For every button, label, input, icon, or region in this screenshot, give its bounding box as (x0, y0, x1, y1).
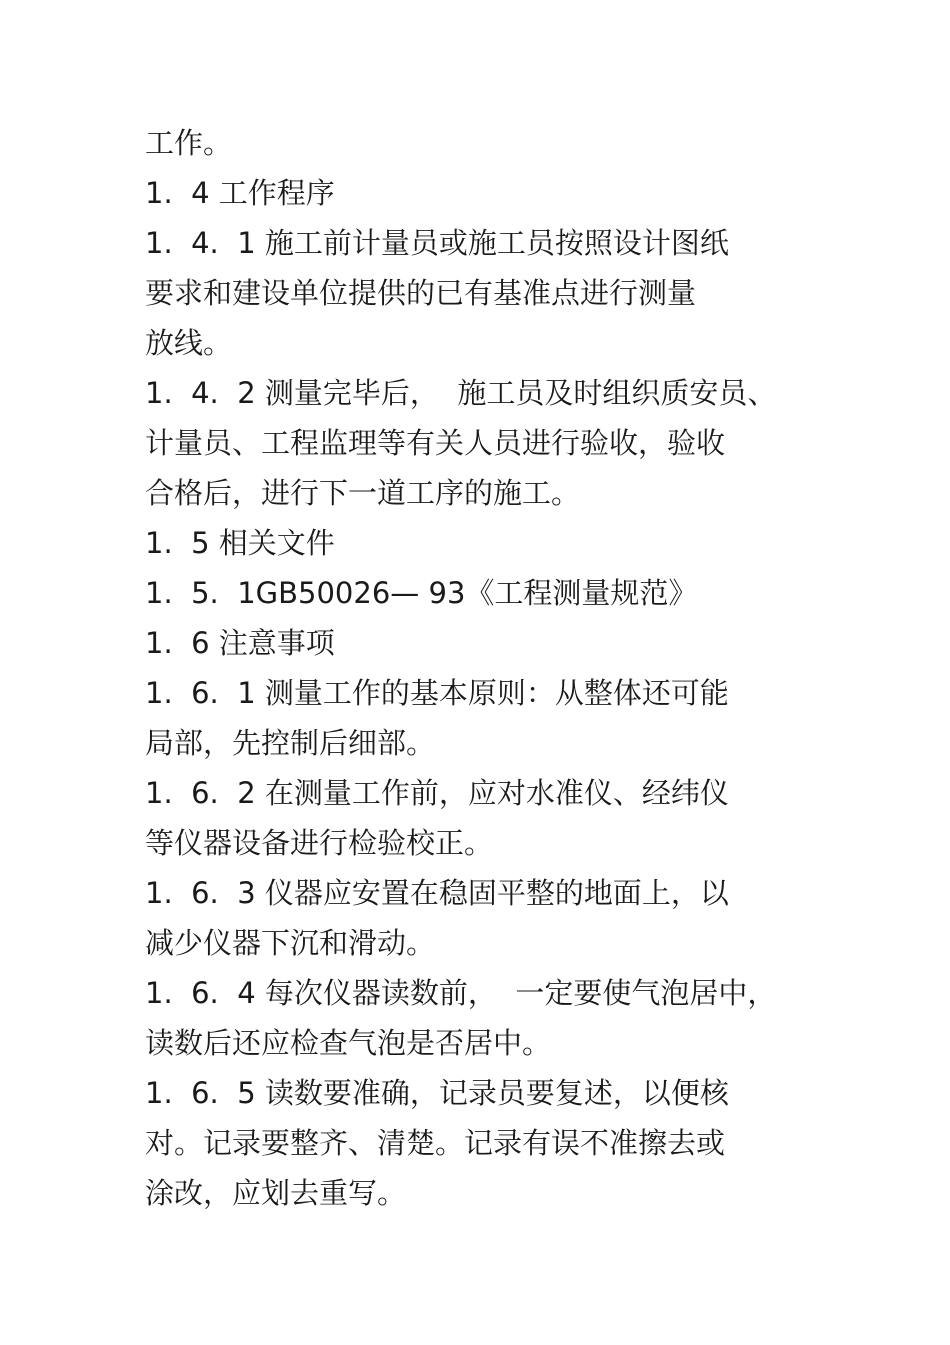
text-line: 涂改，应划去重写。 (145, 1176, 407, 1210)
text-line: 读数后还应检查气泡是否居中。 (145, 1026, 552, 1060)
text-line: 1. 6. 3 仪器应安置在稳固平整的地面上，以 (145, 876, 729, 910)
text-line: 1. 6. 4 每次仪器读数前， 一定要使气泡居中， (145, 976, 777, 1010)
section-heading-1-4: 1. 4 工作程序 (145, 176, 335, 210)
text-line: 要求和建设单位提供的已有基准点进行测量 (145, 276, 697, 310)
text-line: 合格后，进行下一道工序的施工。 (145, 476, 581, 510)
text-line: 减少仪器下沉和滑动。 (145, 926, 436, 960)
text-line: 放线。 (145, 326, 233, 360)
document-body (145, 118, 805, 1218)
section-heading-1-5: 1. 5 相关文件 (145, 526, 335, 560)
text-line: 计量员、工程监理等有关人员进行验收，验收 (145, 426, 726, 460)
text-line: 工作。 (145, 126, 233, 160)
text-line: 1. 4. 2 测量完毕后， 施工员及时组织质安员、 (145, 376, 777, 410)
text-line: 1. 6. 1 测量工作的基本原则：从整体还可能 (145, 676, 729, 710)
text-line: 1. 6. 5 读数要准确，记录员要复述，以便核 (145, 1076, 729, 1110)
text-line: 1. 4. 1 施工前计量员或施工员按照设计图纸 (145, 226, 729, 260)
text-line: 对。记录要整齐、清楚。记录有误不准擦去或 (145, 1126, 726, 1160)
text-line: 等仪器设备进行检验校正。 (145, 826, 494, 860)
text-line: 局部，先控制后细部。 (145, 726, 436, 760)
text-line: 1. 5. 1GB50026— 93《工程测量规范》 (145, 576, 698, 610)
section-heading-1-6: 1. 6 注意事项 (145, 626, 335, 660)
text-line: 1. 6. 2 在测量工作前，应对水准仪、经纬仪 (145, 776, 729, 810)
